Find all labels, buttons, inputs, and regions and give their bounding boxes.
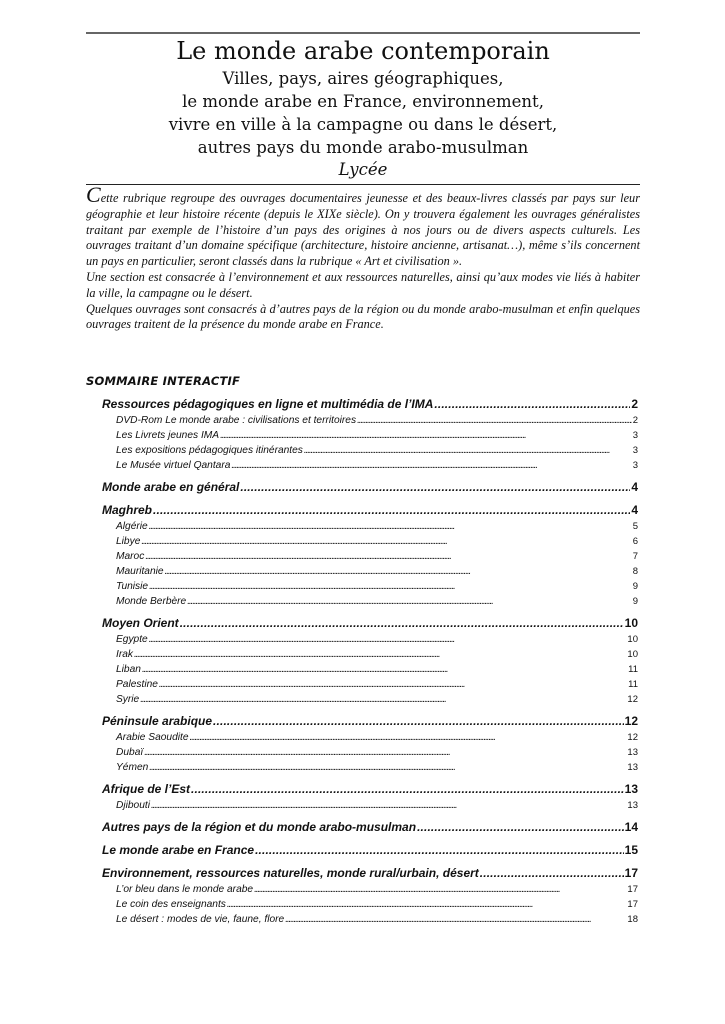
dot-leader <box>159 677 627 692</box>
dot-leader <box>144 745 626 760</box>
toc-entry-label: Yémen <box>116 762 149 773</box>
toc-page-number: 12 <box>627 694 638 705</box>
toc-entry-label: Les expositions pédagogiques itinérantes <box>116 445 303 456</box>
toc-page-number: 12 <box>627 732 638 743</box>
toc-subsection-link[interactable] <box>102 897 638 912</box>
dot-leader <box>151 798 626 813</box>
subtitle-line: vivre en ville à la campagne ou dans le désert, <box>168 115 558 134</box>
toc-entry-label: Moyen Orient <box>102 616 179 630</box>
toc-entry-label: Egypte <box>116 634 148 645</box>
toc-entry-label: Environnement, ressources naturelles, monde rural/urbain, désert <box>102 866 479 880</box>
toc-entry-label: Le coin des enseignants <box>116 899 226 910</box>
toc-subsection-link[interactable] <box>102 534 638 549</box>
dot-leader <box>191 781 624 798</box>
toc-page-number: 8 <box>632 566 638 577</box>
intro-paragraph: Quelques ouvrages sont consacrés à d’autres pays de la région ou du monde arabo-musulman et enfin quelques ouvrages traitent de la présence du monde arabe en France. <box>86 301 640 332</box>
dot-leader <box>149 579 632 594</box>
toc-page-number: 11 <box>628 679 638 690</box>
toc-entry-label: Libye <box>116 536 141 547</box>
toc-subsection-link[interactable] <box>102 579 638 594</box>
dot-leader <box>357 413 632 428</box>
toc-subsection-link[interactable] <box>102 413 638 428</box>
toc-section-link[interactable] <box>102 865 638 882</box>
toc-subsection-link[interactable] <box>102 632 638 647</box>
toc-subsection-link[interactable] <box>102 760 638 775</box>
toc-heading: SOMMAIRE INTERACTIF <box>86 374 241 388</box>
toc-page-number: 17 <box>624 866 638 880</box>
intro-paragraph-text: ette rubrique regroupe des ouvrages documentaires jeunesse et des beaux-livres classés par pays sur leur géographie et leur histoire récente (depuis le XIXe siècle). On y trouvera également les ouvrages généralistes traitant par exemple de l’histoire d’un pays des origines à nos jours ou de divers aspects culturels. Les ouvrages traitant d’un domaine spécifique (architecture, histoire ancienne, artisanat…), même s’ils concernent un pays en particulier, seront classés dans la rubrique « Art et civilisation ». <box>86 191 640 269</box>
toc-entry-label: L’or bleu dans le monde arabe <box>116 884 254 895</box>
toc-subsection-link[interactable] <box>102 519 638 534</box>
toc-page-number: 17 <box>627 899 638 910</box>
toc-entry-label: Dubaï <box>116 747 144 758</box>
toc-section-link[interactable] <box>102 479 638 496</box>
toc-entry-label: Liban <box>116 664 141 675</box>
toc-page-number: 2 <box>632 415 638 426</box>
subtitle-line: Villes, pays, aires géographiques, <box>222 69 504 88</box>
toc-entry-label: Djibouti <box>116 800 150 811</box>
toc-subsection-link[interactable] <box>102 594 638 609</box>
toc-subsection-link[interactable] <box>102 564 638 579</box>
toc-entry-label: Maroc <box>116 551 145 562</box>
toc-page-number: 12 <box>624 714 638 728</box>
toc-page-number: 9 <box>632 596 638 607</box>
dot-leader <box>220 428 632 443</box>
toc-entry-label: Le désert : modes de vie, faune, flore <box>116 914 285 925</box>
toc-section-link[interactable] <box>102 842 638 859</box>
toc-entry-label: Monde arabe en général <box>102 480 240 494</box>
dot-leader <box>140 692 626 707</box>
dot-leader <box>187 594 631 609</box>
toc-subsection-link[interactable] <box>102 647 638 662</box>
dot-leader <box>213 713 624 730</box>
dot-leader <box>285 912 626 927</box>
dot-leader <box>480 865 624 882</box>
toc-subsection-link[interactable] <box>102 730 638 745</box>
toc-entry-label: Algérie <box>116 521 148 532</box>
toc-entry-label: Arabie Saoudite <box>116 732 189 743</box>
intro-paragraph: Une section est consacrée à l’environnement et aux ressources naturelles, ainsi qu’aux modes vie liés à habiter la ville, la campagne ou le désert. <box>86 269 640 300</box>
toc-subsection-link[interactable] <box>102 662 638 677</box>
dot-leader <box>190 730 627 745</box>
toc-page-number: 4 <box>631 480 638 494</box>
dot-leader <box>417 819 624 836</box>
dot-leader <box>231 458 631 473</box>
toc-page-number: 14 <box>624 820 638 834</box>
toc-entry-label: Les Livrets jeunes IMA <box>116 430 220 441</box>
dot-leader <box>149 519 632 534</box>
dot-leader <box>165 564 632 579</box>
dot-leader <box>149 760 626 775</box>
dot-leader <box>149 632 627 647</box>
toc-subsection-link[interactable] <box>102 912 638 927</box>
toc-subsection-link[interactable] <box>102 443 638 458</box>
dot-leader <box>240 479 630 496</box>
toc-page-number: 3 <box>632 460 638 471</box>
toc-page-number: 17 <box>627 884 638 895</box>
toc-page-number: 3 <box>632 445 638 456</box>
toc-page-number: 13 <box>624 782 638 796</box>
header-rule <box>86 184 640 185</box>
toc-page-number: 9 <box>632 581 638 592</box>
toc-entry-label: Ressources pédagogiques en ligne et multimédia de l’IMA <box>102 397 434 411</box>
toc-page-number: 4 <box>631 503 638 517</box>
top-rule <box>86 32 640 34</box>
toc-entry-label: Tunisie <box>116 581 149 592</box>
toc-entry-label: Autres pays de la région et du monde arabo-musulman <box>102 820 417 834</box>
toc-entry-label: Maghreb <box>102 503 153 517</box>
level-label: Lycée <box>338 160 388 179</box>
toc-section-link[interactable] <box>102 713 638 730</box>
toc-page-number: 18 <box>627 914 638 925</box>
toc-subsection-link[interactable] <box>102 745 638 760</box>
dot-leader <box>145 549 631 564</box>
toc-page-number: 10 <box>627 634 638 645</box>
table-of-contents <box>102 396 638 927</box>
dot-leader <box>255 842 624 859</box>
toc-subsection-link[interactable] <box>102 692 638 707</box>
page-title: Le monde arabe contemporain <box>176 37 550 65</box>
toc-page-number: 2 <box>631 397 638 411</box>
drop-cap: C <box>86 182 101 207</box>
toc-section-link[interactable] <box>102 615 638 632</box>
page-header <box>86 36 640 181</box>
toc-subsection-link[interactable] <box>102 882 638 897</box>
toc-entry-label: Mauritanie <box>116 566 164 577</box>
toc-page-number: 13 <box>627 747 638 758</box>
toc-page-number: 13 <box>627 800 638 811</box>
toc-entry-label: Syrie <box>116 694 140 705</box>
dot-leader <box>142 662 627 677</box>
dot-leader <box>134 647 626 662</box>
toc-section-link[interactable] <box>102 781 638 798</box>
dot-leader <box>227 897 627 912</box>
toc-page-number: 13 <box>627 762 638 773</box>
dot-leader <box>141 534 631 549</box>
intro-paragraph <box>86 182 640 270</box>
toc-entry-label: DVD-Rom Le monde arabe : civilisations et territoires <box>116 415 357 426</box>
toc-page-number: 7 <box>632 551 638 562</box>
toc-page-number: 6 <box>632 536 638 547</box>
toc-subsection-link[interactable] <box>102 549 638 564</box>
toc-page-number: 10 <box>627 649 638 660</box>
toc-section-link[interactable] <box>102 502 638 519</box>
toc-entry-label: Le Musée virtuel Qantara <box>116 460 231 471</box>
toc-entry-label: Monde Berbère <box>116 596 187 607</box>
dot-leader <box>254 882 626 897</box>
toc-page-number: 3 <box>632 430 638 441</box>
toc-entry-label: Le monde arabe en France <box>102 843 255 857</box>
toc-entry-label: Irak <box>116 649 133 660</box>
toc-subsection-link[interactable] <box>102 798 638 813</box>
toc-section-link[interactable] <box>102 396 638 413</box>
toc-subsection-link[interactable] <box>102 677 638 692</box>
subtitle-line: autres pays du monde arabo-musulman <box>197 138 529 157</box>
toc-section-link[interactable] <box>102 819 638 836</box>
toc-subsection-link[interactable] <box>102 428 638 443</box>
toc-entry-label: Afrique de l’Est <box>102 782 191 796</box>
subtitle-line: le monde arabe en France, environnement, <box>182 92 544 111</box>
toc-entry-label: Palestine <box>116 679 158 690</box>
dot-leader <box>304 443 632 458</box>
toc-subsection-link[interactable] <box>102 458 638 473</box>
toc-page-number: 10 <box>624 616 638 630</box>
dot-leader <box>180 615 624 632</box>
intro-text <box>86 182 640 333</box>
toc-page-number: 15 <box>624 843 638 857</box>
toc-page-number: 11 <box>628 664 638 675</box>
dot-leader <box>153 502 630 519</box>
toc-entry-label: Péninsule arabique <box>102 714 213 728</box>
toc-page-number: 5 <box>632 521 638 532</box>
dot-leader <box>434 396 630 413</box>
